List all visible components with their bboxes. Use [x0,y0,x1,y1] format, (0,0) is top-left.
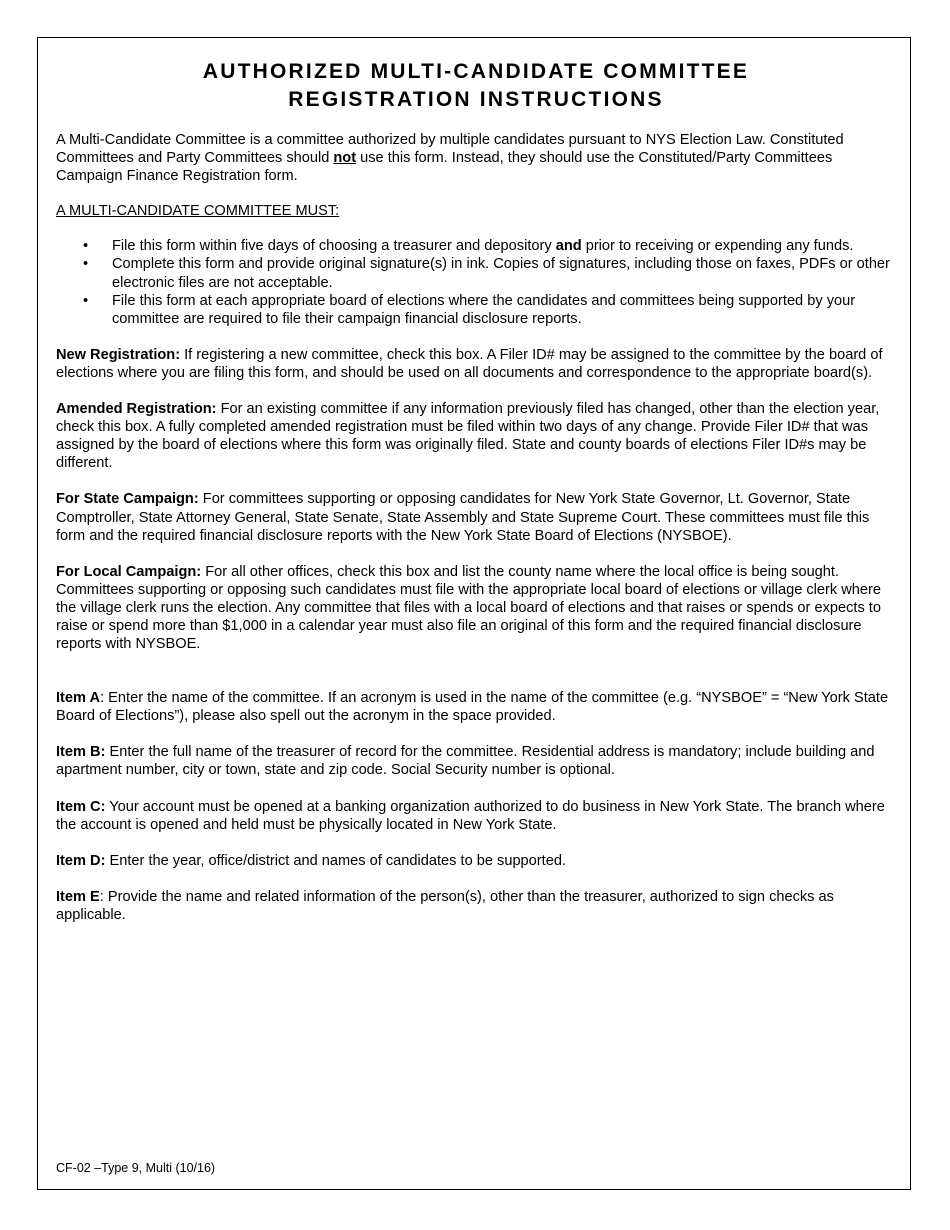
list-item [56,237,896,255]
section-label: Item E [56,888,100,905]
item-a-section [56,689,896,725]
intro-text-1: A Multi-Candidate Committee is a committee authorized by multiple candidates pursuant to NYS Election Law. Constituted Committees and Party Committees should [56,132,844,167]
bullet-icon: • [83,292,89,309]
bullet-icon: • [83,238,89,255]
section-text: Enter the year, office/district and names of candidates to be supported. [105,852,566,869]
list-item [56,255,896,291]
section-text: For committees supporting or opposing candidates for New York State Governor, Lt. Governor, State Comptroller, State Attorney General, State Senate, State Assembly and State Supreme Court. These committees must file this form and the required financial disclosure reports with the New York State Board of Elections (NYSBOE). [56,491,870,544]
section-text: If registering a new committee, check this box. A Filer ID# may be assigned to the committee by the board of elections where you are filing this form, and should be used on all documents and correspondence to the appropriate board(s). [56,346,883,381]
title-line-2: REGISTRATION INSTRUCTIONS [288,88,664,111]
list-item [56,292,896,328]
section-label: Item A [56,690,101,707]
section-text: For an existing committee if any information previously filed has changed, other than the election year, check this box. A fully completed amended registration must be filed within two days of any change. Provide Filer ID# that was assigned by the board of elections where this form was originally filed. State and county boards of elections Filer ID#s may be different. [56,401,880,472]
page-title [36,58,916,114]
section-label: Amended Registration: [56,401,217,418]
section-label: For State Campaign: [56,491,199,508]
bullet-text: File this form within five days of choosing a treasurer and depository [112,238,556,255]
title-line-1: AUTHORIZED MULTI-CANDIDATE COMMITTEE [202,60,750,83]
requirements-list [56,237,896,327]
local-campaign-section [56,563,896,653]
item-b-section [56,743,896,779]
item-d-section [56,852,896,870]
amended-registration-section [56,400,896,472]
section-text: Your account must be opened at a banking organization authorized to do business in New York State. The branch where the account is opened and held must be physically located in New York State. [56,798,885,833]
item-e-section [56,888,896,924]
item-c-section [56,798,896,834]
bullet-text: Complete this form and provide original signature(s) in ink. Copies of signatures, including those on faxes, PDFs or other electronic files are not acceptable. [112,256,890,291]
state-campaign-section [56,490,896,544]
section-label: For Local Campaign: [56,563,202,580]
section-text: : Enter the name of the committee. If an acronym is used in the name of the committee (e.g. “NYSBOE” = “New York State Board of Elections”), please also spell out the acronym in the space provided. [56,690,889,725]
bullet-emphasis: and [555,238,582,255]
section-label: New Registration: [56,346,181,363]
instructions-content [56,58,896,924]
section-text: For all other offices, check this box and list the county name where the local office is being sought. Committees supporting or opposing such candidates must file with the appropriate local board of elections or village clerk where the village clerk runs the election. Any committee that files with a local board of elections and that raises or spends or expects to raise or spend more than $1,000 in a calendar year must also file an original of this form and the required financial disclosure reports with NYSBOE. [56,563,881,653]
form-footer-code: CF-02 –Type 9, Multi (10/16) [56,1161,216,1175]
intro-paragraph [56,131,896,185]
intro-text-2: use this form. Instead, they should use the Constituted/Party Committees Campaign Finance Registration form. [56,150,833,185]
must-heading: A MULTI-CANDIDATE COMMITTEE MUST: [56,203,340,220]
intro-emphasis: not [333,150,357,167]
section-text: : Provide the name and related information of the person(s), other than the treasurer, authorized to sign checks as applicable. [56,888,834,923]
section-label: Item D: [56,852,106,869]
new-registration-section [56,346,896,382]
bullet-icon: • [83,256,89,273]
section-label: Item C: [56,798,106,815]
section-label: Item B: [56,744,106,761]
bullet-text: prior to receiving or expending any funds. [581,238,854,255]
section-text: Enter the full name of the treasurer of record for the committee. Residential address is mandatory; include building and apartment number, city or town, state and zip code. Social Security number is optional. [56,744,875,779]
bullet-text: File this form at each appropriate board of elections where the candidates and committees being supported by your committee are required to file their campaign financial disclosure reports. [112,292,856,327]
